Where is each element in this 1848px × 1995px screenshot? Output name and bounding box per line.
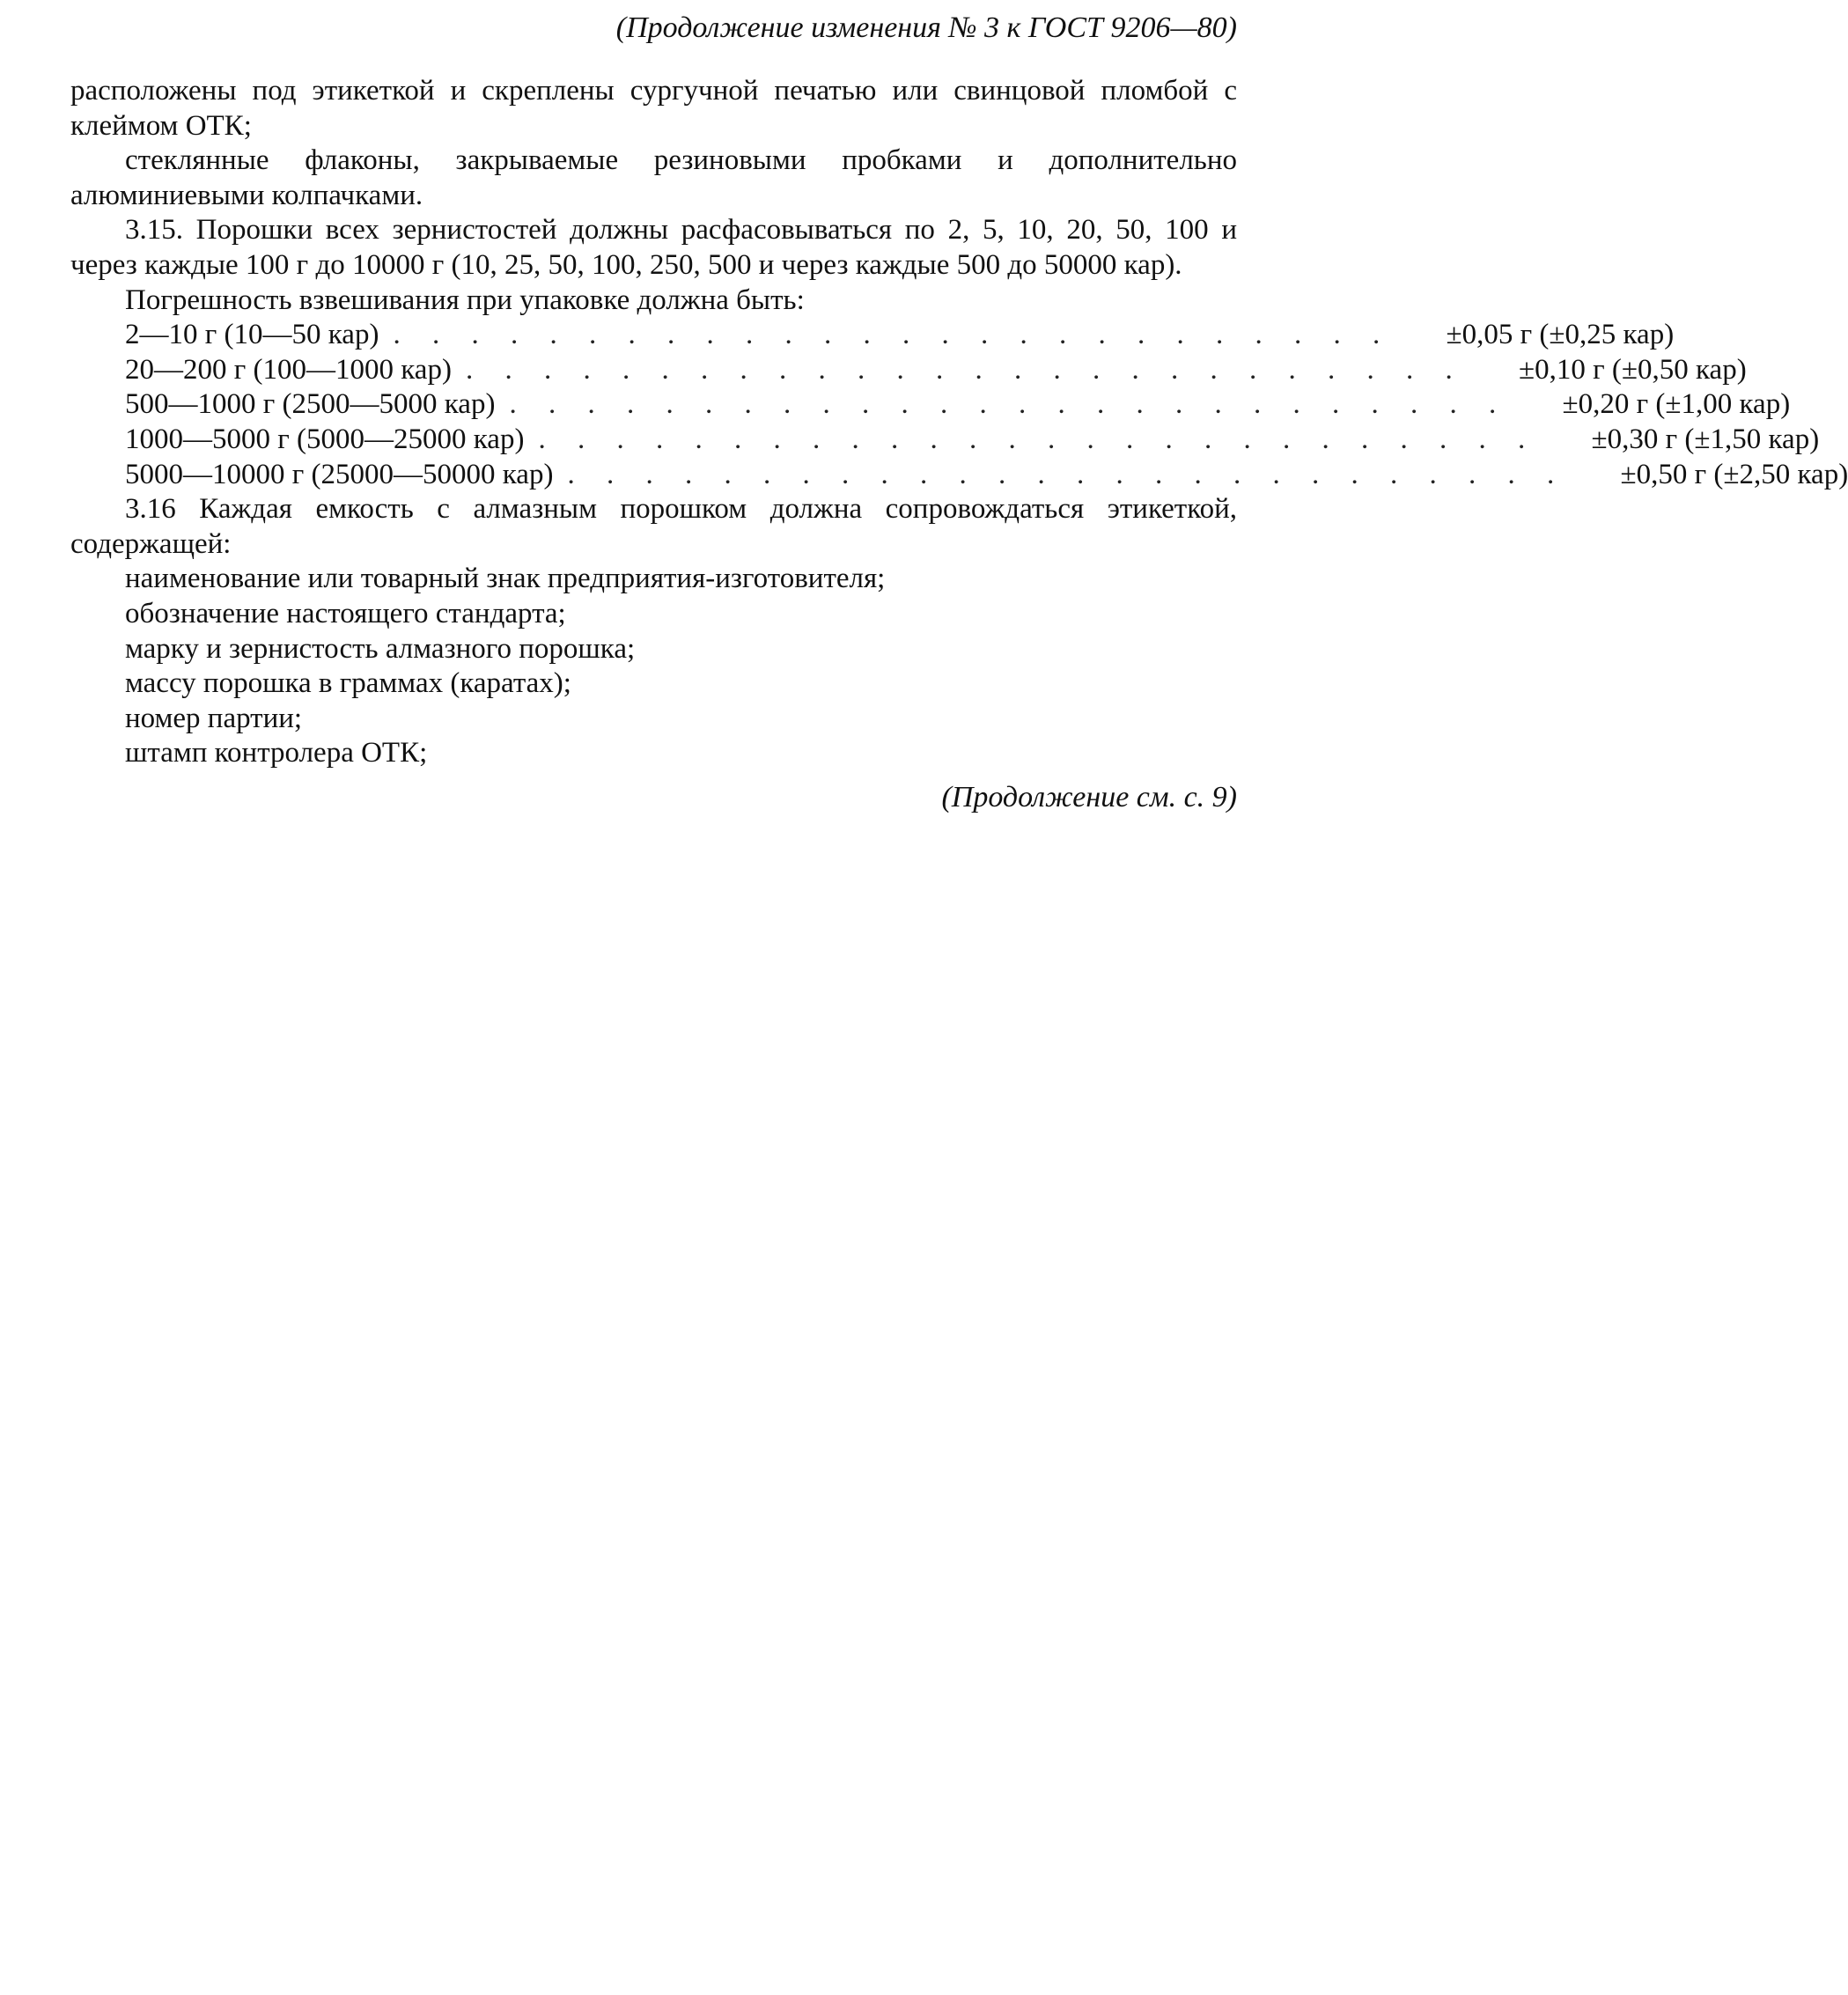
tolerance-range: 500—1000 г (2500—5000 кар) bbox=[125, 388, 496, 421]
leader-dots: . . . . . . . . . . . . . . . . . . . . . . . . . . bbox=[567, 458, 1567, 490]
tolerance-row bbox=[70, 387, 1791, 423]
tolerance-row bbox=[70, 423, 1820, 458]
paragraph-3-16: 3.16 Каждая емкость с алмазным порошком должна сопровождаться этикеткой, содержащей: bbox=[70, 493, 1237, 560]
leader-dots: . . . . . . . . . . . . . . . . . . . . . . . . . . bbox=[538, 423, 1538, 455]
tolerance-value: ±0,30 г (±1,50 кар) bbox=[1591, 423, 1820, 455]
paragraph-sealing: расположены под этикеткой и скреплены сургучной печатью или свинцовой пломбой с клеймом ОТК; bbox=[70, 75, 1237, 142]
tolerance-value: ±0,20 г (±1,00 кар) bbox=[1562, 388, 1791, 421]
tolerance-value: ±0,10 г (±0,50 кар) bbox=[1519, 353, 1747, 386]
list-item: наименование или товарный знак предприятия-изготовителя; bbox=[125, 563, 886, 595]
list-item: массу порошка в граммах (каратах); bbox=[125, 667, 571, 700]
tolerance-range: 20—200 г (100—1000 кар) bbox=[125, 353, 452, 386]
list-item: штамп контролера ОТК; bbox=[125, 737, 428, 769]
leader-dots: . . . . . . . . . . . . . . . . . . . . . . . . . . bbox=[393, 319, 1393, 351]
leader-dots: . . . . . . . . . . . . . . . . . . . . . . . . . . bbox=[509, 388, 1509, 421]
tolerance-row bbox=[70, 458, 1848, 493]
tolerance-range: 5000—10000 г (25000—50000 кар) bbox=[125, 458, 554, 490]
list-item: номер партии; bbox=[125, 702, 303, 734]
tolerance-range: 2—10 г (10—50 кар) bbox=[125, 319, 379, 351]
tolerance-row bbox=[70, 318, 1675, 353]
page-header: (Продолжение изменения № 3 к ГОСТ 9206—80) bbox=[615, 11, 1237, 44]
tolerance-range: 1000—5000 г (5000—25000 кар) bbox=[125, 423, 525, 455]
list-item: марку и зернистость алмазного порошка; bbox=[125, 632, 636, 665]
tolerance-list bbox=[70, 318, 1848, 492]
paragraph-weighing-error: Погрешность взвешивания при упаковке должна быть: bbox=[125, 283, 805, 316]
paragraph-3-15: 3.15. Порошки всех зернистостей должны расфасовываться по 2, 5, 10, 20, 50, 100 и через каждые 100 г до 10000 г (10, 25, 50, 100, 250, 500 и через каждые 500 до 50000 кар). bbox=[70, 214, 1237, 281]
tolerance-value: ±0,05 г (±0,25 кар) bbox=[1446, 319, 1675, 351]
label-items-list bbox=[70, 562, 1237, 771]
document-body bbox=[70, 74, 1848, 815]
leader-dots: . . . . . . . . . . . . . . . . . . . . . . . . . . bbox=[465, 353, 1465, 386]
tolerance-row bbox=[70, 353, 1747, 388]
continuation-note: (Продолжение см. с. 9) bbox=[941, 780, 1237, 813]
tolerance-value: ±0,50 г (±2,50 кар) bbox=[1620, 458, 1848, 490]
list-item: обозначение настоящего стандарта; bbox=[125, 597, 566, 629]
paragraph-glass-vials: стеклянные флаконы, закрываемые резиновыми пробками и дополнительно алюминиевыми колпачками. bbox=[70, 144, 1237, 211]
